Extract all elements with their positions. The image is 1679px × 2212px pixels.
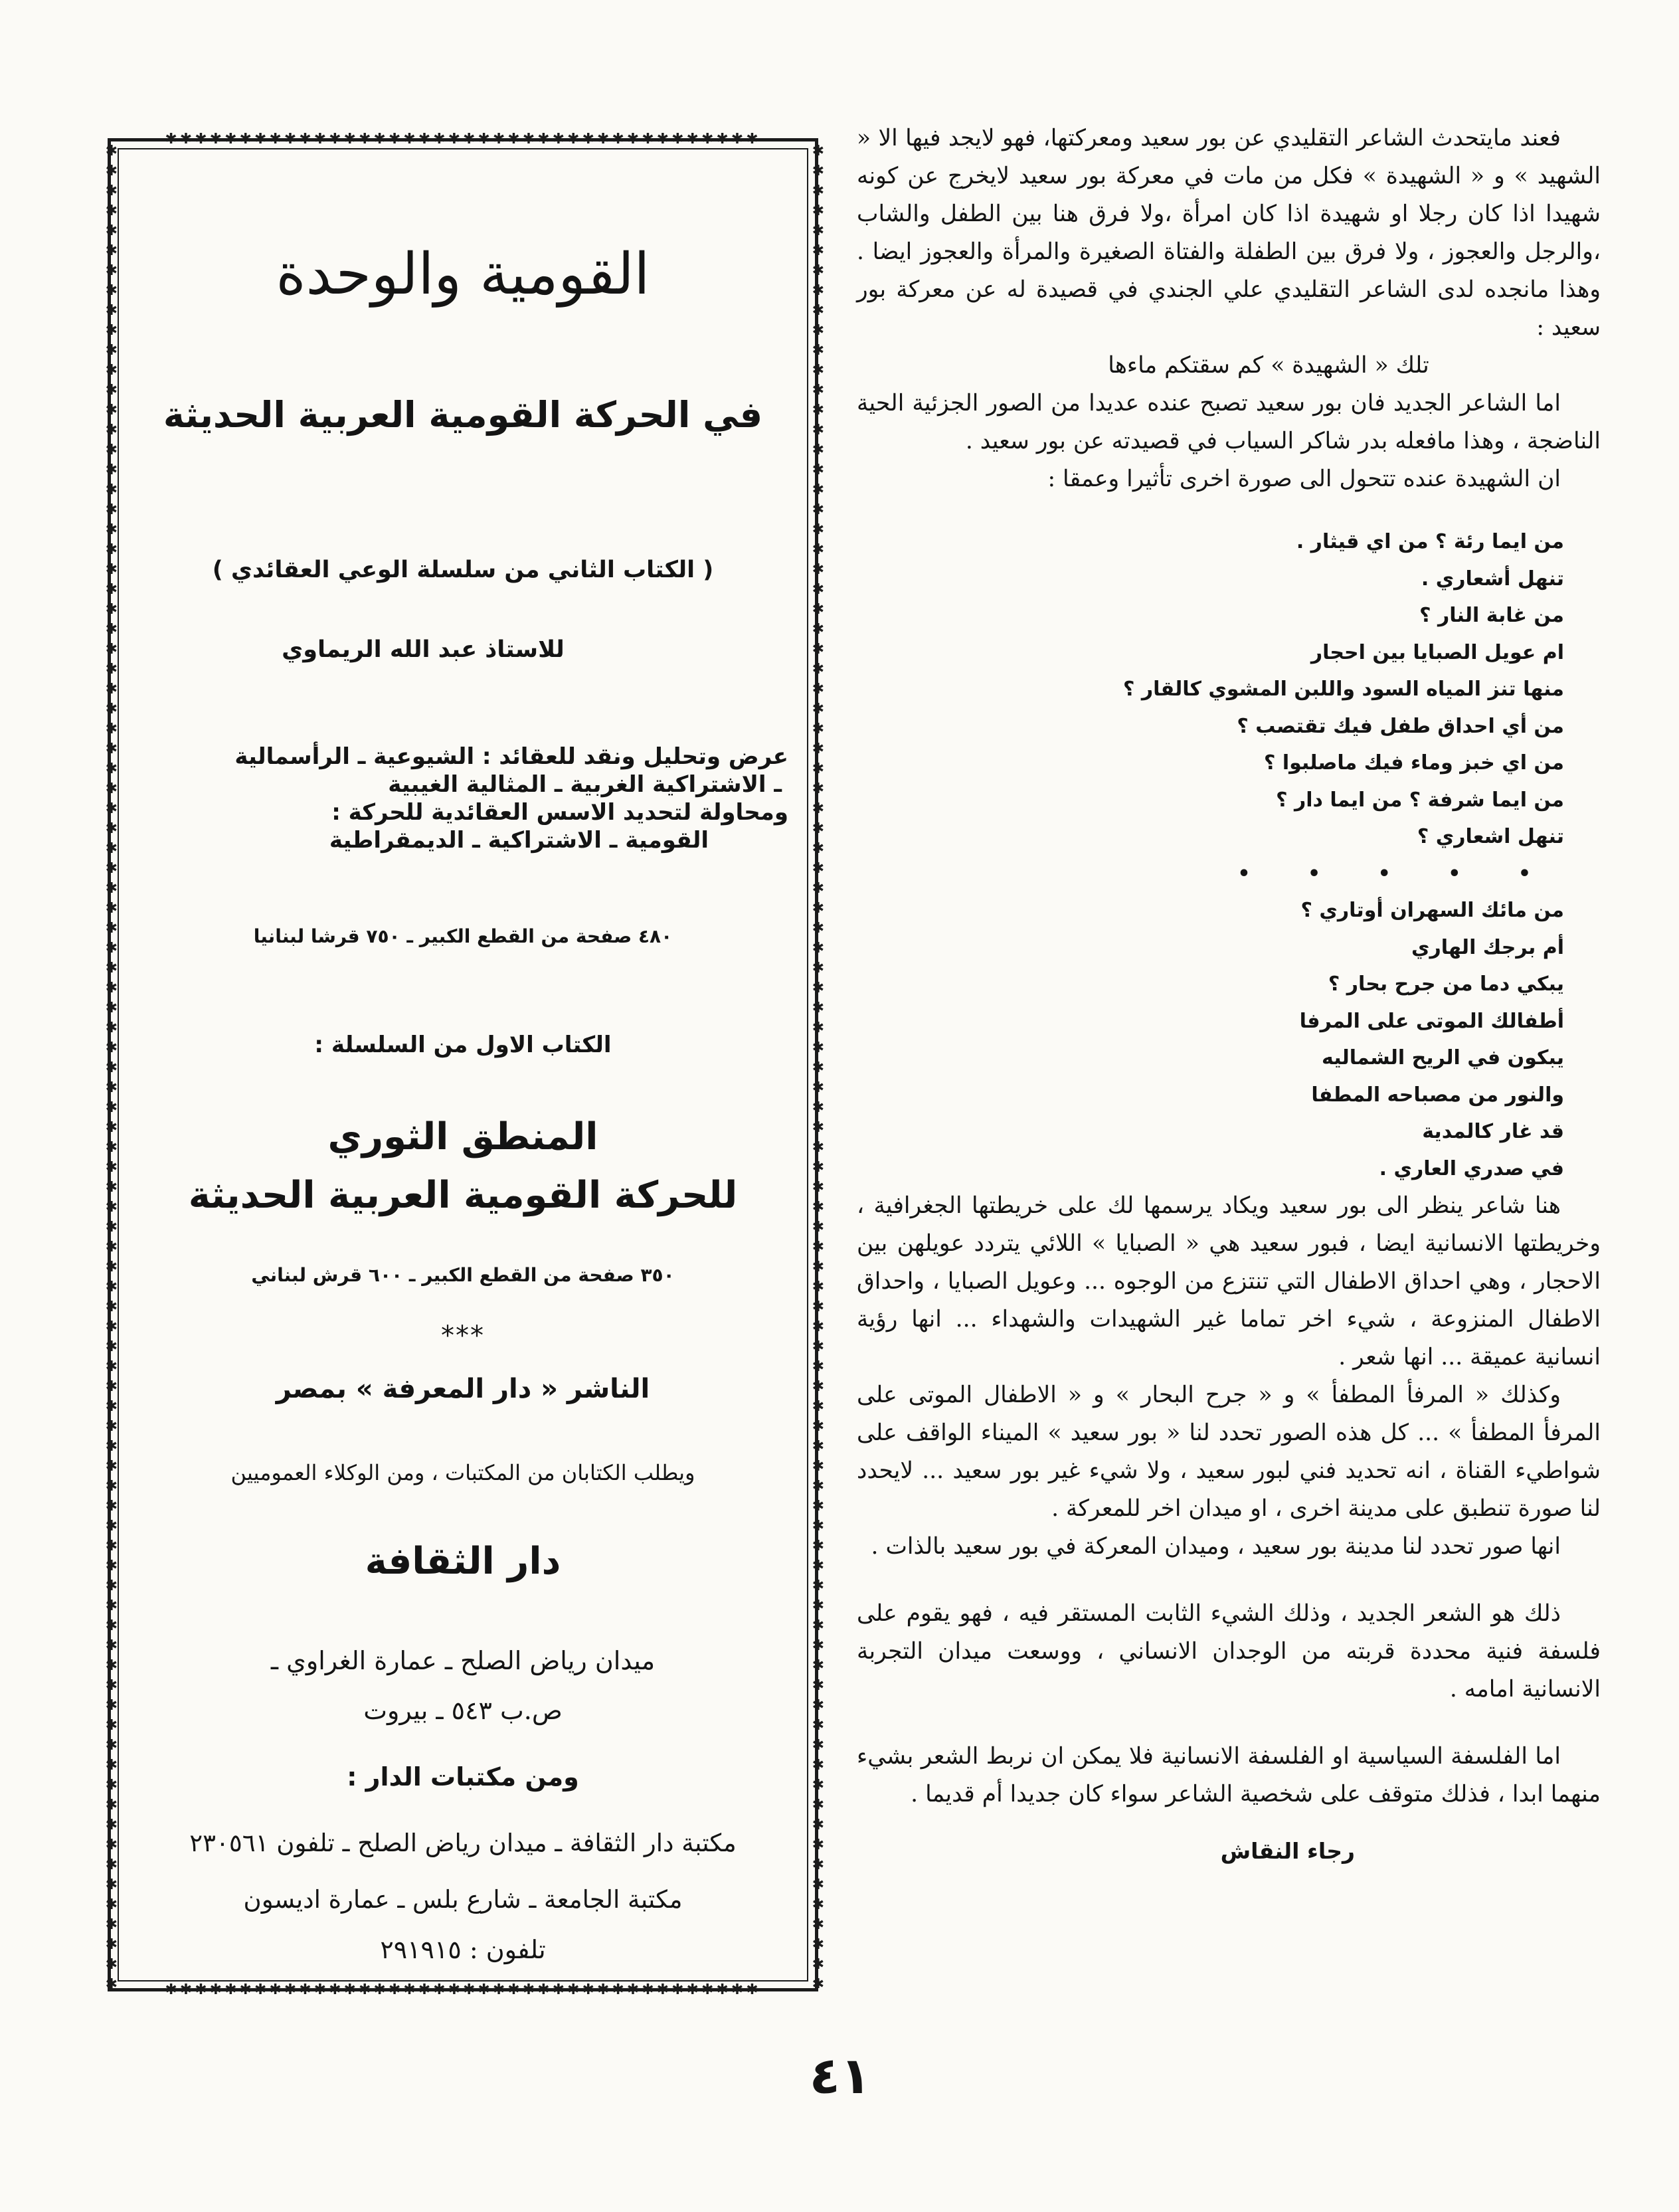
poem-block <box>857 523 1601 1187</box>
poem-line: من اي خبز وماء فيك ماصلبوا ؟ <box>1263 751 1564 775</box>
article-paragraph-7: ذلك هو الشعر الجديد ، وذلك الشيء الثابت المستقر فيه ، فهو يقوم على فلسفة فنية محددة قربته من الوجدان الانساني ، ووسعت ميدان التجربة الانسانية امامه . <box>857 1600 1601 1703</box>
poem-line: من مائك السهران أوتاري ؟ <box>1300 899 1564 922</box>
poem-line: تنهل أشعاري . <box>1421 567 1564 591</box>
description-line: عرض وتحليل ونقد للعقائد : الشيوعية ـ الرأسمالية <box>234 743 788 770</box>
availability-note: ويطلب الكتابان من المكتبات ، ومن الوكلاء العموميين <box>230 1460 695 1485</box>
poem-line: يبكي دما من جرح بحار ؟ <box>1328 972 1564 996</box>
poem-line: أم برجك الهاري <box>1411 935 1564 959</box>
book-subtitle: في الحركة القومية العربية الحديثة <box>163 394 763 436</box>
poem-separator: • • • • • <box>1237 862 1556 885</box>
first-book-title-line: المنطق الثوري <box>327 1115 598 1158</box>
first-book-title-line: للحركة القومية العربية الحديثة <box>188 1174 738 1217</box>
article-column <box>857 120 1601 1870</box>
article-signature: رجاء النقاش <box>1220 1838 1355 1864</box>
poem-line: قد غار كالمدية <box>1422 1120 1564 1143</box>
first-book-price-pages: ٣٥٠ صفحة من القطع الكبير ـ ٦٠٠ قرش لبناني <box>251 1264 675 1286</box>
bookshops-heading: ومن مكتبات الدار : <box>347 1762 579 1792</box>
publisher: الناشر « دار المعرفة » بمصر <box>276 1374 650 1404</box>
advertisement-content <box>137 141 788 1988</box>
poem-line: من غابة النار ؟ <box>1419 604 1564 627</box>
article-quoted-verse: تلك « الشهيدة » كم سقتكم ماءها <box>1108 352 1429 379</box>
article-paragraph-1: فعند مايتحدث الشاعر التقليدي عن بور سعيد ومعركتها، فهو لايجد فيها الا « الشهيد » و « الشهيدة » فكل من مات في معركة بور سعيد لايخرج عن كونه شهيدا اذا كان رجلا او شهيدة اذا كان امرأة ،ولا فرق هنا بين الطفل والشاب ،والرجل والعجوز ، ولا فرق بين الطفلة والفتاة الصغيرة والمرأة والعجوز ايضا . وهذا مانجده لدى الشاعر التقليدي علي الجندي في قصيدة له عن معركة بور سعيد : <box>857 125 1601 341</box>
page-number: ٤١ <box>809 2046 871 2105</box>
book-advertisement-box <box>105 132 824 1997</box>
description-line: ـ الاشتراكية الغربية ـ المثالية الغيبية <box>388 771 782 798</box>
book-price-pages: ٤٨٠ صفحة من القطع الكبير ـ ٧٥٠ قرشا لبنانيا <box>253 925 673 947</box>
asterism-divider: *** <box>441 1321 485 1351</box>
poem-line: والنور من مصباحه المطفا <box>1311 1083 1564 1107</box>
distributor-po-box: ص.ب ٥٤٣ ـ بيروت <box>363 1696 563 1725</box>
poem-line: أطفالك الموتى على المرفا <box>1299 1009 1564 1033</box>
distributor-name: دار الثقافة <box>365 1540 561 1583</box>
article-paragraph-3: ان الشهيدة عنده تتحول الى صورة اخرى تأثيرا وعمقا : <box>1047 466 1561 492</box>
decorative-star-border: ✱✱✱✱✱✱✱✱✱✱✱✱✱✱✱✱✱✱✱✱✱✱✱✱✱✱✱✱✱✱✱✱✱✱✱✱✱✱✱✱ <box>165 1983 761 1997</box>
poem-line: من ايما رئة ؟ من اي قيثار . <box>1296 530 1564 553</box>
first-book-title <box>137 1108 788 1225</box>
bookshop-entry: مكتبة الجامعة ـ شارع بلس ـ عمارة اديسون <box>243 1885 683 1914</box>
article-paragraph-8: اما الفلسفة السياسية او الفلسفة الانسانية فلا يمكن ان نربط الشعر بشيء منهما ابدا ، فذلك متوقف على شخصية الشاعر سواء كان جديدا أم قديما . <box>857 1743 1601 1807</box>
poem-line: في صدري العاري . <box>1379 1156 1564 1180</box>
bookshop-entry: مكتبة دار الثقافة ـ ميدان رياض الصلح ـ تلفون ٢٣٠٥٦١ <box>189 1829 737 1857</box>
poem-line: من ايما شرفة ؟ من ايما دار ؟ <box>1276 788 1564 812</box>
poem-line: يبكون في الريح الشماليه <box>1322 1046 1564 1069</box>
book-title: القومية والوحدة <box>276 241 650 308</box>
distributor-address: ميدان رياض الصلح ـ عمارة الغراوي ـ <box>270 1646 656 1675</box>
article-paragraph-4: هنا شاعر ينظر الى بور سعيد ويكاد يرسمها لك على خريطتها الجغرافية ، وخريطتها الانسانية ايضا ، فبور سعيد هي « الصبايا » اللائي يتردد عويلهن بين الاحجار ، وهي احداق الاطفال التي تنتزع من الوجوه ... وعويل الصبايا ، واحداق الاطفال المنزوعة ، شيء اخر تماما غير الشهيدات والشهداء ... انها رؤية انسانية عميقة ... انها شعر . <box>857 1192 1601 1370</box>
first-book-label: الكتاب الاول من السلسلة : <box>314 1032 612 1058</box>
article-paragraph-6: انها صور تحدد لنا مدينة بور سعيد ، وميدان المعركة في بور سعيد بالذات . <box>871 1533 1561 1560</box>
bookshop-phone: تلفون : ٢٩١٩١٥ <box>380 1935 546 1964</box>
series-note: ( الكتاب الثاني من سلسلة الوعي العقائدي ) <box>212 557 714 583</box>
poem-line: منها تنز المياه السود واللبن المشوي كالقار ؟ <box>1122 678 1564 701</box>
book-description <box>137 743 788 854</box>
description-line: ومحاولة لتحديد الاسس العقائدية للحركة : <box>331 799 788 826</box>
poem-line: تنهل اشعاري ؟ <box>1417 825 1564 848</box>
article-paragraph-2: اما الشاعر الجديد فان بور سعيد تصبح عنده عديدا من الصور الجزئية الحية الناضجة ، وهذا مافعله بدر شاكر السياب في قصيدته عن بور سعيد . <box>857 390 1601 454</box>
poem-line: من أي احداق طفل فيك تقتصب ؟ <box>1237 714 1564 738</box>
decorative-star-border: ✱✱✱✱✱✱✱✱✱✱✱✱✱✱✱✱✱✱✱✱✱✱✱✱✱✱✱✱✱✱✱✱✱✱✱✱✱✱✱✱✱✱✱✱✱✱✱✱✱✱✱✱✱✱✱✱✱✱✱✱✱✱✱✱✱✱✱✱✱✱✱✱✱✱✱✱✱✱✱✱✱✱✱✱✱✱✱✱✱✱✱✱✱ <box>105 143 118 1988</box>
book-author: للاستاذ عبد الله الريماوي <box>282 636 565 663</box>
poem-line: ام عويل الصبايا بين احجار <box>1310 640 1564 664</box>
article-paragraph-5: وكذلك « المرفأ المطفأ » و « جرح البحار » و « الاطفال الموتى على المرفأ المطفأ » ... كل هذه الصور تحدد لنا « بور سعيد » الميناء الواقف على شواطيء القناة ، انه تحديد فني لبور سعيد ، ولا شيء غير بور سعيد ... لايحدد لنا صورة تنطبق على مدينة اخرى ، او ميدان اخر للمعركة . <box>857 1382 1601 1522</box>
decorative-star-border: ✱✱✱✱✱✱✱✱✱✱✱✱✱✱✱✱✱✱✱✱✱✱✱✱✱✱✱✱✱✱✱✱✱✱✱✱✱✱✱✱✱✱✱✱✱✱✱✱✱✱✱✱✱✱✱✱✱✱✱✱✱✱✱✱✱✱✱✱✱✱✱✱✱✱✱✱✱✱✱✱✱✱✱✱✱✱✱✱✱✱✱✱✱ <box>812 143 824 1988</box>
description-line: القومية ـ الاشتراكية ـ الديمقراطية <box>329 827 709 854</box>
decorative-star-border: ✱✱✱✱✱✱✱✱✱✱✱✱✱✱✱✱✱✱✱✱✱✱✱✱✱✱✱✱✱✱✱✱✱✱✱✱✱✱✱✱ <box>165 132 761 147</box>
